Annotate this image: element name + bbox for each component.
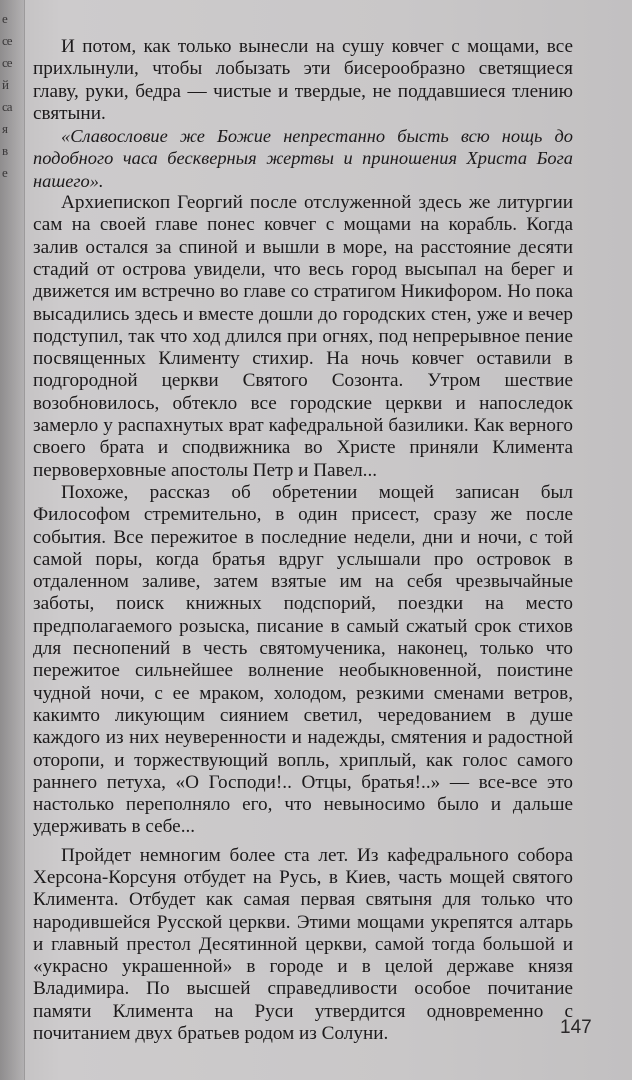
prev-page-fragment: ce: [2, 33, 12, 48]
paragraph: Похоже, рассказ об обретении мощей записан был Философом стремительно, в один присест, сразу же после события. Все пережитое в последние недели, дни и ночи, с той самой поры, когда братья вдруг услышали про островок в отдаленном заливе, затем взятые им на себя чрезвычайные заботы, поиск книжных подспорий, поездки на место предполагаемого розыска, писание в самый сжатый срок стихов для песнопений в честь святомученика, наконец, только что пережитое сильнейшее волнение необыкновенной, поистине чудной ночи, с ее мраком, холодом, резкими сменами ветров, какимто ликующим сиянием светил, чередованием в душе каждого из них неуверенности и надежды, смятения и радостной оторопи, и торжествующий вопль, хриплый, как голос самого раннего петуха, «О Господи!.. Отцы, братья!..» — все-все это настолько переполняло его, что невыносимо было и дальше удерживать в себе...: [33, 481, 573, 838]
previous-page-edge: [0, 0, 25, 1080]
prev-page-fragment: е: [2, 165, 7, 180]
prev-page-fragment: я: [2, 121, 7, 136]
prev-page-fragment: в: [2, 143, 8, 158]
quote-paragraph: «Славословие же Божие непрестанно бысть всю нощь до подобного часа бескверныя жертвы и приношения Христа Бога нашего».: [33, 126, 573, 191]
paragraph: Пройдет немногим более ста лет. Из кафедрального собора Херсона-Корсуня отбудет на Русь, в Киев, часть мощей святого Климента. Отбудет как самая первая святыня для только что народившейся Русской церкви. Этими мощами укрепятся алтарь и главный престол Десятинной церкви, самой тогда большой и «украсно украшенной» в городе и в целой державе князя Владимира. По высшей справедливости особое почитание памяти Климента на Руси утвердится одновременно с почитанием двух братьев родом из Солуни.: [33, 844, 573, 1045]
prev-page-fragment: й: [2, 77, 8, 92]
prev-page-fragment: ce: [2, 55, 12, 70]
prev-page-fragment: е: [2, 11, 7, 26]
prev-page-fragment: ca: [2, 99, 12, 114]
paragraph: Архиепископ Георгий после отслуженной здесь же литургии сам на своей главе понес ковчег с мощами на корабль. Когда залив остался за спиной и вышли в море, на расстояние десяти стадий от острова увидели, что весь город высыпал на берег и движется им встречно во главе со стратигом Никифором. Но пока высадились здесь и вместе дошли до городских стен, уже и вечер подступил, так что ход длился при огнях, под непрерывное пение посвященных Клименту стихир. На ночь ковчег оставили в подгородной церкви Святого Созонта. Утром шествие возобновилось, обтекло все городские церкви и напоследок замерло у распахнутых врат кафедральной базилики. Как верного своего брата и сподвижника во Христе приняли Климента первоверховные апостолы Петр и Павел...: [33, 192, 573, 481]
paragraph: И потом, как только вынесли на сушу ковчег с мощами, все прихлынули, чтобы лобызать эти бисерообразно светящиеся главу, руки, бедра — чистые и твердые, не поддавшиеся тлению святыни.: [33, 36, 573, 124]
page-number: 147: [560, 1017, 592, 1038]
body-text: [33, 36, 573, 1045]
